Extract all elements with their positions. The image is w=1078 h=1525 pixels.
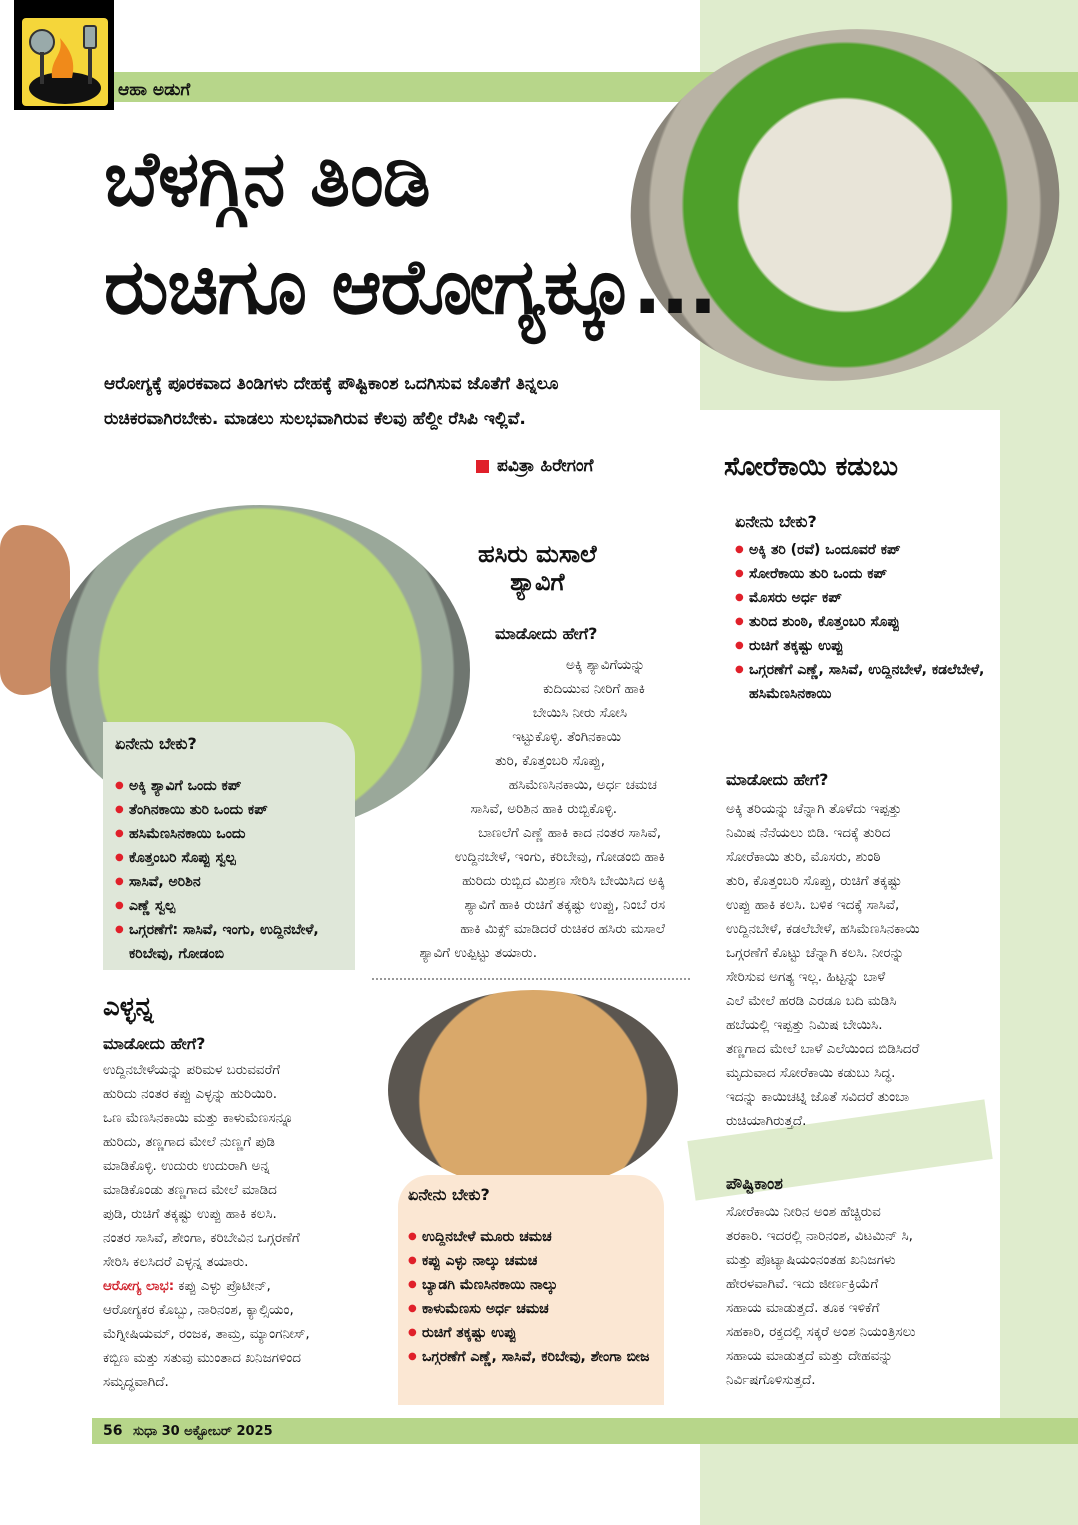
- list-item: ● ಅಕ್ಕಿ ತರಿ (ರವೆ) ಒಂದೂವರೆ ಕಪ್: [735, 538, 990, 562]
- recipe2-ingredient-list: [408, 1225, 658, 1369]
- health-line: ಸಮೃದ್ಧವಾಗಿದೆ.: [103, 1374, 169, 1390]
- method-line: ಮಾಡಿಕೊಳ್ಳಿ. ಉದುರು ಉದುರಾಗಿ ಅನ್ನ: [103, 1158, 270, 1174]
- nutrition-line: ಹೇರಳವಾಗಿವೆ. ಇದು ಜೀರ್ಣಕ್ರಿಯೆಗೆ: [726, 1276, 879, 1292]
- headline-line-1: ಬೆಳಗ್ಗಿನ ತಿಂಡಿ: [104, 134, 430, 223]
- method-line: ಕುದಿಯುವ ನೀರಿಗೆ ಹಾಕಿ: [543, 681, 645, 697]
- page-footer: [103, 1418, 273, 1445]
- method-line: ಬೇಯಿಸಿ ನೀರು ಸೋಸಿ: [532, 705, 627, 721]
- recipe1-title-line-2: ಶ್ಯಾವಿಗೆ: [510, 568, 565, 596]
- health-line: ಮೆಗ್ನೀಷಿಯಮ್, ರಂಜಕ, ತಾಮ್ರ, ಮ್ಯಾಂಗನೀಸ್,: [103, 1326, 310, 1342]
- list-item: ● ಕಪ್ಪು ಎಳ್ಳು ನಾಲ್ಕು ಚಮಚ: [408, 1249, 658, 1273]
- nutrition-line: ಸಹಾಯ ಮಾಡುತ್ತದೆ. ತೂಕ ಇಳಿಕೆಗೆ: [726, 1300, 880, 1316]
- method-line: ಒಣ ಮೆಣಸಿನಕಾಯಿ ಮತ್ತು ಕಾಳುಮೆಣಸನ್ನೂ: [103, 1110, 294, 1126]
- health-line: ಆರೋಗ್ಯಕರ ಕೊಬ್ಬು, ನಾರಿನಂಶ, ಕ್ಯಾಲ್ಸಿಯಂ,: [103, 1302, 294, 1318]
- list-item: ● ತೆಂಗಿನಕಾಯಿ ತುರಿ ಒಂದು ಕಪ್: [115, 798, 351, 822]
- recipe2-title: ಎಳ್ಳನ್ನ: [103, 992, 154, 1022]
- dotted-divider: [372, 978, 690, 980]
- red-square-icon: [476, 460, 489, 473]
- recipe3-need-heading: ಏನೇನು ಬೇಕು?: [735, 512, 817, 531]
- recipe2-need-heading: ಏನೇನು ಬೇಕು?: [408, 1185, 490, 1204]
- headline-line-2: ರುಚಿಗೂ ಆರೋಗ್ಯಕ್ಕೂ...: [104, 242, 717, 331]
- health-line: ಕಬ್ಬಿಣ ಮತ್ತು ಸತುವು ಮುಂತಾದ ಖನಿಜಗಳಿಂದ: [103, 1350, 301, 1366]
- health-line: ಕಪ್ಪು ಎಳ್ಳು ಪ್ರೊಟೀನ್,: [174, 1278, 271, 1294]
- list-item: ● ಕಾಳುಮೆಣಸು ಅರ್ಧ ಚಮಚ: [408, 1297, 658, 1321]
- method-line: ಬಾಣಲೆಗೆ ಎಣ್ಣೆ ಹಾಕಿ ಕಾದ ನಂತರ ಸಾಸಿವೆ,: [478, 825, 661, 841]
- ellanna-photo: [388, 990, 678, 1190]
- list-item: ● ಹಸಿಮೆಣಸಿನಕಾಯಿ ಒಂದು: [115, 822, 351, 846]
- nutrition-line: ಸಹಕಾರಿ, ರಕ್ತದಲ್ಲಿ ಸಕ್ಕರೆ ಅಂಶ ನಿಯಂತ್ರಿಸಲು: [726, 1324, 916, 1340]
- author-byline: [476, 456, 593, 476]
- method-line: ಪುಡಿ, ರುಚಿಗೆ ತಕ್ಕಷ್ಟು ಉಪ್ಪು ಹಾಕಿ ಕಲಸಿ.: [103, 1206, 277, 1222]
- method-line: ಉಪ್ಪು ಹಾಕಿ ಕಲಸಿ. ಬಳಿಕ ಇದಕ್ಕೆ ಸಾಸಿವೆ,: [726, 897, 900, 913]
- intro-text: ಆರೋಗ್ಯಕ್ಕೆ ಪೂರಕವಾದ ತಿಂಡಿಗಳು ದೇಹಕ್ಕೆ ಪೌಷ್ಟಿಕಾಂಶ ಒದಗಿಸುವ ಜೊತೆಗೆ ತಿನ್ನಲೂ ರುಚಿಕರವಾಗಿರಬೇಕು. ಮಾಡಲು ಸುಲಭವಾಗಿರುವ ಕೆಲವು ಹೆಲ್ದೀ ರೆಸಿಪಿ ಇಲ್ಲಿವೆ.: [104, 374, 559, 429]
- list-item: ● ರುಚಿಗೆ ತಕ್ಕಷ್ಟು ಉಪ್ಪು: [408, 1321, 658, 1345]
- health-label: ಆರೋಗ್ಯ ಲಾಭ:: [103, 1278, 175, 1294]
- method-line: ಮೃದುವಾದ ಸೋರೆಕಾಯಿ ಕಡುಬು ಸಿದ್ಧ.: [726, 1065, 896, 1081]
- recipe1-title-line-1: ಹಸಿರು ಮಸಾಲೆ: [478, 540, 597, 568]
- list-item: ● ಉದ್ದಿನಬೇಳೆ ಮೂರು ಚಮಚ: [408, 1225, 658, 1249]
- list-item: ● ತುರಿದ ಶುಂಠಿ, ಕೊತ್ತಂಬರಿ ಸೊಪ್ಪು: [735, 610, 990, 634]
- method-line: ಹಾಕಿ ಮಿಕ್ಸ್ ಮಾಡಿದರೆ ರುಚಿಕರ ಹಸಿರು ಮಸಾಲೆ: [460, 921, 665, 937]
- method-line: ನಂತರ ಸಾಸಿವೆ, ಶೇಂಗಾ, ಕರಿಬೇವಿನ ಒಗ್ಗರಣೆಗೆ: [103, 1230, 300, 1246]
- list-item: ● ಬ್ಯಾಡಗಿ ಮೆಣಸಿನಕಾಯಿ ನಾಲ್ಕು: [408, 1273, 658, 1297]
- method-line: ಶ್ಯಾವಿಗೆ ಉಪ್ಪಿಟ್ಟು ತಯಾರು.: [419, 945, 537, 961]
- section-tag: ಆಹಾ ಅಡುಗೆ: [118, 80, 191, 100]
- method-line: ರುಚಿಯಾಗಿರುತ್ತದೆ.: [726, 1113, 807, 1129]
- method-line: ಒಗ್ಗರಣೆಗೆ ಕೊಟ್ಟು ಚೆನ್ನಾಗಿ ಕಲಸಿ. ನೀರನ್ನು: [726, 945, 905, 961]
- method-line: ನಿಮಿಷ ನೆನೆಯಲು ಬಿಡಿ. ಇದಕ್ಕೆ ತುರಿದ: [726, 825, 891, 841]
- method-line: ಅಕ್ಕಿ ಶ್ಯಾವಿಗೆಯನ್ನು: [565, 657, 645, 673]
- page-headline: [104, 125, 716, 341]
- health-benefit-line: [103, 1274, 393, 1298]
- method-line: ಸಾಸಿವೆ, ಅರಿಶಿನ ಹಾಕಿ ರುಬ್ಬಿಕೊಳ್ಳಿ.: [470, 801, 617, 817]
- recipe3-nutrition-heading: ಪೌಷ್ಟಿಕಾಂಶ: [726, 1174, 783, 1193]
- author-name: ಪವಿತ್ರಾ ಹಿರೇಗಂಗೆ: [497, 456, 594, 476]
- method-line: ಶ್ಯಾವಿಗೆ ಹಾಕಿ ರುಚಿಗೆ ತಕ್ಕಷ್ಟು ಉಪ್ಪು, ನಿಂಬೆ ರಸ: [464, 897, 665, 913]
- nutrition-line: ತರಕಾರಿ. ಇದರಲ್ಲಿ ನಾರಿನಂಶ, ವಿಟಮಿನ್ ಸಿ,: [726, 1228, 913, 1244]
- recipe1-ingredient-list: [115, 774, 351, 966]
- nutrition-line: ಸೋರೆಕಾಯಿ ನೀರಿನ ಅಂಶ ಹೆಚ್ಚಿರುವ: [726, 1204, 881, 1220]
- recipe1-how-heading: ಮಾಡೋದು ಹೇಗೆ?: [495, 624, 598, 643]
- method-line: ಸೋರೆಕಾಯಿ ತುರಿ, ಮೊಸರು, ಶುಂಠಿ: [726, 849, 881, 865]
- method-line: ಉದ್ದಿನಬೇಳೆಯನ್ನು ಪರಿಮಳ ಬರುವವರೆಗೆ: [103, 1062, 281, 1078]
- method-line: ಹಸಿಮೆಣಸಿನಕಾಯಿ, ಅರ್ಧ ಚಮಚ: [508, 777, 657, 793]
- cooking-utensils-icon: [22, 18, 108, 106]
- method-line: ಇದನ್ನು ಕಾಯಿಚಟ್ನಿ ಜೊತೆ ಸವಿದರೆ ತುಂಬಾ: [726, 1089, 910, 1105]
- method-line: ಹುರಿದು ರುಬ್ಬಿದ ಮಿಶ್ರಣ ಸೇರಿಸಿ ಬೇಯಿಸಿದ ಅಕ್ಕಿ: [462, 873, 665, 889]
- issue-info: ಸುಧಾ 30 ಅಕ್ಟೋಬರ್ 2025: [133, 1424, 273, 1439]
- recipe2-method: [103, 1058, 393, 1394]
- method-line: ಉದ್ದಿನಬೇಳೆ, ಕಡಲೆಬೇಳೆ, ಹಸಿಮೆಣಸಿನಕಾಯಿ: [726, 921, 920, 937]
- list-item: ● ಕೊತ್ತಂಬರಿ ಸೊಪ್ಪು ಸ್ವಲ್ಪ: [115, 846, 351, 870]
- method-line: ಉದ್ದಿನಬೇಳೆ, ಇಂಗು, ಕರಿಬೇವು, ಗೋಡಂಬಿ ಹಾಕಿ: [454, 849, 665, 865]
- list-item: ● ಒಗ್ಗರಣೆಗೆ: ಸಾಸಿವೆ, ಇಂಗು, ಉದ್ದಿನಬೇಳೆ, ಕರಿಬೇವು, ಗೋಡಂಬಿ: [115, 918, 351, 966]
- method-line: ಸೇರಿಸಿ ಕಲಸಿದರೆ ಎಳ್ಳನ್ನ ತಯಾರು.: [103, 1254, 249, 1270]
- method-line: ಹುರಿದು ನಂತರ ಕಪ್ಪು ಎಳ್ಳನ್ನು ಹುರಿಯಿರಿ.: [103, 1086, 278, 1102]
- method-line: ಇಟ್ಟುಕೊಳ್ಳಿ. ತೆಂಗಿನಕಾಯಿ: [512, 729, 621, 745]
- recipe2-how-heading: ಮಾಡೋದು ಹೇಗೆ?: [103, 1034, 206, 1053]
- list-item: ● ಸೋರೆಕಾಯಿ ತುರಿ ಒಂದು ಕಪ್: [735, 562, 990, 586]
- page-number: 56: [103, 1423, 123, 1439]
- method-line: ತುರಿ, ಕೊತ್ತಂಬರಿ ಸೊಪ್ಪು, ರುಚಿಗೆ ತಕ್ಕಷ್ಟು: [726, 873, 902, 889]
- recipe1-method: [365, 653, 665, 965]
- recipe3-nutrition: [726, 1200, 996, 1392]
- recipe3-method: [726, 797, 996, 1133]
- method-line: ಹಬೆಯಲ್ಲಿ ಇಪ್ಪತ್ತು ನಿಮಿಷ ಬೇಯಿಸಿ.: [726, 1017, 883, 1033]
- recipe3-ingredient-list: [735, 538, 990, 706]
- recipe3-how-heading: ಮಾಡೋದು ಹೇಗೆ?: [726, 770, 829, 789]
- list-item: ● ಸಾಸಿವೆ, ಅರಿಶಿನ: [115, 870, 351, 894]
- list-item: ● ಒಗ್ಗರಣೆಗೆ ಎಣ್ಣೆ, ಸಾಸಿವೆ, ಉದ್ದಿನಬೇಳೆ, ಕಡಲೆಬೇಳೆ, ಹಸಿಮೆಣಸಿನಕಾಯಿ: [735, 658, 990, 706]
- nutrition-line: ನಿರ್ವಿಷಗೊಳಿಸುತ್ತದೆ.: [726, 1372, 816, 1388]
- method-line: ಸೇರಿಸುವ ಅಗತ್ಯ ಇಲ್ಲ. ಹಿಟ್ಟನ್ನು ಬಾಳೆ: [726, 969, 886, 985]
- list-item: ● ಅಕ್ಕಿ ಶ್ಯಾವಿಗೆ ಒಂದು ಕಪ್: [115, 774, 351, 798]
- recipe3-title: ಸೋರೆಕಾಯಿ ಕಡುಬು: [724, 452, 898, 482]
- method-line: ತುರಿ, ಕೊತ್ತಂಬರಿ ಸೊಪ್ಪು,: [495, 753, 605, 769]
- recipe2-ingredients-box: [398, 1175, 664, 1405]
- method-line: ಮಾಡಿಕೊಂಡು ತಣ್ಣಗಾದ ಮೇಲೆ ಮಾಡಿದ: [103, 1182, 277, 1198]
- list-item: ● ರುಚಿಗೆ ತಕ್ಕಷ್ಟು ಉಪ್ಪು: [735, 634, 990, 658]
- nutrition-line: ಮತ್ತು ಪೊಟ್ಯಾಷಿಯಂನಂತಹ ಖನಿಜಗಳು: [726, 1252, 896, 1268]
- method-line: ತಣ್ಣಗಾದ ಮೇಲೆ ಬಾಳೆ ಎಲೆಯಿಂದ ಬಿಡಿಸಿದರೆ: [726, 1041, 920, 1057]
- method-line: ಅಕ್ಕಿ ತರಿಯನ್ನು ಚೆನ್ನಾಗಿ ತೊಳೆದು ಇಪ್ಪತ್ತು: [726, 801, 902, 817]
- list-item: ● ಎಣ್ಣೆ ಸ್ವಲ್ಪ: [115, 894, 351, 918]
- list-item: ● ಮೊಸರು ಅರ್ಧ ಕಪ್: [735, 586, 990, 610]
- list-item: ● ಒಗ್ಗರಣೆಗೆ ಎಣ್ಣೆ, ಸಾಸಿವೆ, ಕರಿಬೇವು, ಶೇಂಗಾ ಬೀಜ: [408, 1345, 658, 1369]
- method-line: ಹುರಿದು, ತಣ್ಣಗಾದ ಮೇಲೆ ನುಣ್ಣಗೆ ಪುಡಿ: [103, 1134, 275, 1150]
- recipe1-title: [478, 540, 597, 596]
- method-line: ಎಲೆ ಮೇಲೆ ಹರಡಿ ಎರಡೂ ಬದಿ ಮಡಿಸಿ: [726, 993, 897, 1009]
- nutrition-line: ಸಹಾಯ ಮಾಡುತ್ತದೆ ಮತ್ತು ದೇಹವನ್ನು: [726, 1348, 893, 1364]
- recipe1-ingredients-box: [103, 722, 355, 970]
- recipe1-need-heading: ಏನೇನು ಬೇಕು?: [115, 734, 197, 753]
